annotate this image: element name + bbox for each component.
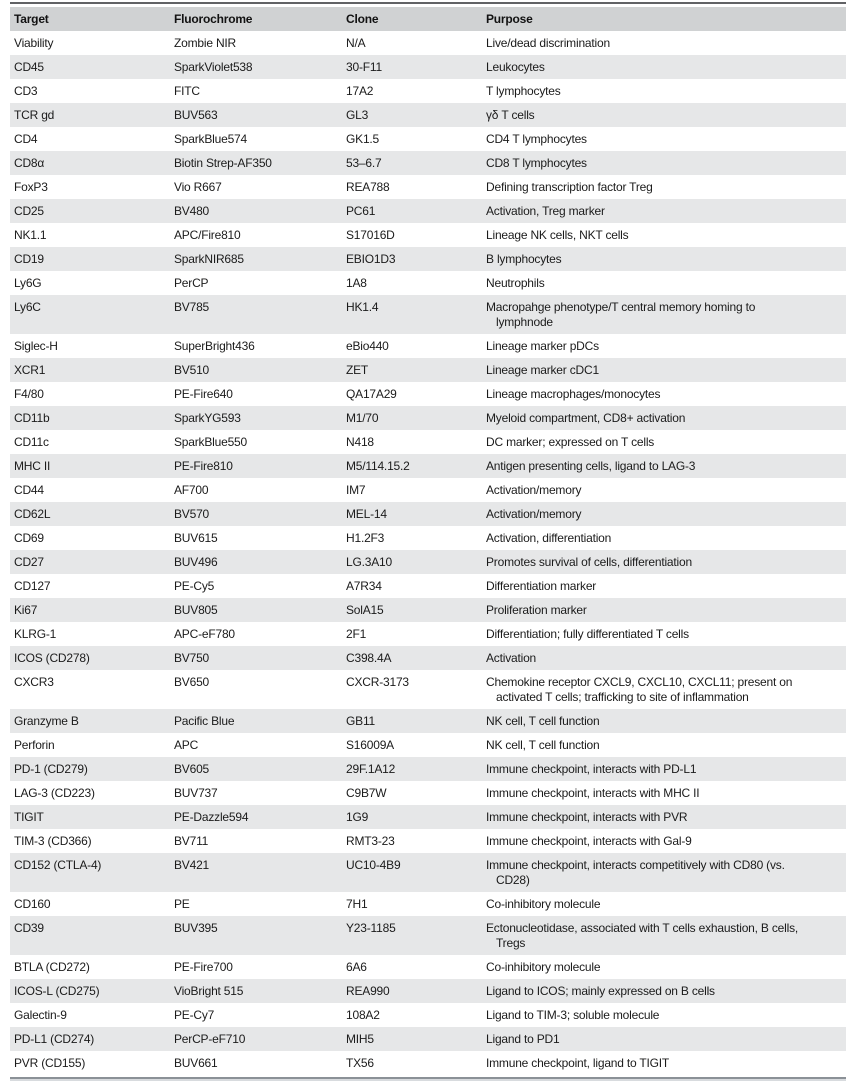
cell-fluorochrome: PE-Cy5 (170, 574, 342, 598)
table-row (10, 406, 846, 430)
cell-target: F4/80 (10, 382, 170, 406)
cell-target: Granzyme B (10, 709, 170, 733)
cell-fluorochrome: BUV563 (170, 103, 342, 127)
cell-target: Galectin-9 (10, 1003, 170, 1027)
cell-clone: S17016D (342, 223, 482, 247)
cell-clone: EBIO1D3 (342, 247, 482, 271)
cell-fluorochrome: BUV737 (170, 781, 342, 805)
cell-target: CD152 (CTLA-4) (10, 853, 170, 892)
cell-target: TIM-3 (CD366) (10, 829, 170, 853)
cell-clone: TX56 (342, 1051, 482, 1075)
table-row (10, 622, 846, 646)
cell-clone: CXCR-3173 (342, 670, 482, 709)
cell-fluorochrome: Pacific Blue (170, 709, 342, 733)
table-row (10, 574, 846, 598)
cell-clone: MEL-14 (342, 502, 482, 526)
cell-fluorochrome: BUV805 (170, 598, 342, 622)
cell-clone: C398.4A (342, 646, 482, 670)
antibody-panel-table (10, 7, 846, 1075)
cell-purpose: Immune checkpoint, interacts with Gal-9 (482, 829, 846, 853)
table-row (10, 916, 846, 955)
cell-fluorochrome: BV510 (170, 358, 342, 382)
table-top-rule (10, 2, 846, 4)
cell-target: Ly6G (10, 271, 170, 295)
cell-clone: ZET (342, 358, 482, 382)
cell-target: CD4 (10, 127, 170, 151)
cell-fluorochrome: Zombie NIR (170, 31, 342, 55)
cell-target: XCR1 (10, 358, 170, 382)
cell-purpose: Immune checkpoint, interacts with PD-L1 (482, 757, 846, 781)
table-row (10, 853, 846, 892)
cell-clone: M5/114.15.2 (342, 454, 482, 478)
table-row (10, 31, 846, 55)
cell-purpose: Macropahge phenotype/T central memory homing to lymphnode (482, 295, 846, 334)
cell-purpose: Proliferation marker (482, 598, 846, 622)
table-row (10, 199, 846, 223)
cell-fluorochrome: AF700 (170, 478, 342, 502)
cell-target: PD-L1 (CD274) (10, 1027, 170, 1051)
cell-target: KLRG-1 (10, 622, 170, 646)
cell-target: CXCR3 (10, 670, 170, 709)
cell-purpose: Defining transcription factor Treg (482, 175, 846, 199)
cell-target: TIGIT (10, 805, 170, 829)
cell-fluorochrome: BUV395 (170, 916, 342, 955)
table-row (10, 430, 846, 454)
cell-target: CD3 (10, 79, 170, 103)
cell-target: CD19 (10, 247, 170, 271)
cell-clone: UC10-4B9 (342, 853, 482, 892)
cell-fluorochrome: PerCP-eF710 (170, 1027, 342, 1051)
header-row (10, 7, 846, 31)
cell-purpose: CD4 T lymphocytes (482, 127, 846, 151)
table-row (10, 79, 846, 103)
cell-clone: 53–6.7 (342, 151, 482, 175)
cell-clone: 108A2 (342, 1003, 482, 1027)
cell-fluorochrome: Biotin Strep-AF350 (170, 151, 342, 175)
cell-target: CD11c (10, 430, 170, 454)
cell-fluorochrome: APC/Fire810 (170, 223, 342, 247)
table-row (10, 955, 846, 979)
cell-purpose: DC marker; expressed on T cells (482, 430, 846, 454)
cell-clone: PC61 (342, 199, 482, 223)
cell-target: PVR (CD155) (10, 1051, 170, 1075)
table-row (10, 175, 846, 199)
table-row (10, 55, 846, 79)
table-row (10, 127, 846, 151)
cell-purpose: Ligand to PD1 (482, 1027, 846, 1051)
cell-purpose: Live/dead discrimination (482, 31, 846, 55)
cell-clone: S16009A (342, 733, 482, 757)
cell-purpose: Chemokine receptor CXCL9, CXCL10, CXCL11; present on activated T cells; trafficking to site of inflammation (482, 670, 846, 709)
cell-fluorochrome: PE-Fire810 (170, 454, 342, 478)
cell-purpose: B lymphocytes (482, 247, 846, 271)
table-row (10, 598, 846, 622)
table-row (10, 550, 846, 574)
cell-target: PD-1 (CD279) (10, 757, 170, 781)
cell-target: CD45 (10, 55, 170, 79)
cell-purpose: Neutrophils (482, 271, 846, 295)
cell-target: CD160 (10, 892, 170, 916)
cell-target: TCR gd (10, 103, 170, 127)
cell-purpose: γδ T cells (482, 103, 846, 127)
cell-target: Ly6C (10, 295, 170, 334)
cell-target: CD127 (10, 574, 170, 598)
cell-purpose: Lineage NK cells, NKT cells (482, 223, 846, 247)
table-row (10, 103, 846, 127)
cell-fluorochrome: PE-Cy7 (170, 1003, 342, 1027)
cell-clone: A7R34 (342, 574, 482, 598)
cell-fluorochrome: BV480 (170, 199, 342, 223)
cell-target: CD39 (10, 916, 170, 955)
cell-clone: 1A8 (342, 271, 482, 295)
cell-fluorochrome: BV750 (170, 646, 342, 670)
cell-clone: C9B7W (342, 781, 482, 805)
cell-clone: REA990 (342, 979, 482, 1003)
cell-fluorochrome: SparkBlue574 (170, 127, 342, 151)
cell-clone: 2F1 (342, 622, 482, 646)
table-row (10, 805, 846, 829)
table-row (10, 709, 846, 733)
cell-clone: N418 (342, 430, 482, 454)
cell-fluorochrome: PE-Fire700 (170, 955, 342, 979)
cell-fluorochrome: SparkNIR685 (170, 247, 342, 271)
cell-purpose: Co-inhibitory molecule (482, 955, 846, 979)
table-row (10, 1051, 846, 1075)
cell-target: CD8α (10, 151, 170, 175)
table-header (10, 7, 846, 31)
table-bottom-rule (10, 1077, 846, 1079)
cell-purpose: Lineage marker cDC1 (482, 358, 846, 382)
cell-target: CD11b (10, 406, 170, 430)
cell-fluorochrome: FITC (170, 79, 342, 103)
cell-clone: HK1.4 (342, 295, 482, 334)
cell-clone: REA788 (342, 175, 482, 199)
cell-fluorochrome: SparkBlue550 (170, 430, 342, 454)
cell-target: ICOS (CD278) (10, 646, 170, 670)
table-row (10, 646, 846, 670)
cell-purpose: Immune checkpoint, interacts with MHC II (482, 781, 846, 805)
cell-fluorochrome: BV605 (170, 757, 342, 781)
table-row (10, 733, 846, 757)
cell-purpose: Activation/memory (482, 478, 846, 502)
table-row (10, 502, 846, 526)
cell-fluorochrome: Vio R667 (170, 175, 342, 199)
cell-target: Ki67 (10, 598, 170, 622)
cell-purpose: NK cell, T cell function (482, 733, 846, 757)
table-row (10, 454, 846, 478)
cell-clone: 29F.1A12 (342, 757, 482, 781)
cell-purpose: Antigen presenting cells, ligand to LAG-3 (482, 454, 846, 478)
cell-target: Perforin (10, 733, 170, 757)
table-row (10, 757, 846, 781)
cell-purpose: Differentiation marker (482, 574, 846, 598)
cell-target: FoxP3 (10, 175, 170, 199)
table-row (10, 223, 846, 247)
cell-clone: MIH5 (342, 1027, 482, 1051)
cell-fluorochrome: BV650 (170, 670, 342, 709)
table-row (10, 334, 846, 358)
table-row (10, 1003, 846, 1027)
cell-clone: SolA15 (342, 598, 482, 622)
cell-purpose: Lineage macrophages/monocytes (482, 382, 846, 406)
cell-clone: H1.2F3 (342, 526, 482, 550)
column-header-purpose: Purpose (482, 7, 846, 31)
cell-clone: LG.3A10 (342, 550, 482, 574)
cell-clone: GB11 (342, 709, 482, 733)
cell-clone: 30-F11 (342, 55, 482, 79)
cell-purpose: NK cell, T cell function (482, 709, 846, 733)
table-row (10, 979, 846, 1003)
table-row (10, 781, 846, 805)
cell-clone: 17A2 (342, 79, 482, 103)
cell-purpose: Activation (482, 646, 846, 670)
table-row (10, 526, 846, 550)
cell-purpose: Immune checkpoint, interacts with PVR (482, 805, 846, 829)
cell-target: CD25 (10, 199, 170, 223)
cell-clone: 7H1 (342, 892, 482, 916)
cell-purpose: Co-inhibitory molecule (482, 892, 846, 916)
cell-fluorochrome: SparkYG593 (170, 406, 342, 430)
cell-purpose: T lymphocytes (482, 79, 846, 103)
column-header-clone: Clone (342, 7, 482, 31)
cell-fluorochrome: BUV496 (170, 550, 342, 574)
cell-fluorochrome: BUV615 (170, 526, 342, 550)
cell-target: ICOS-L (CD275) (10, 979, 170, 1003)
cell-fluorochrome: PE-Fire640 (170, 382, 342, 406)
cell-purpose: Ligand to ICOS; mainly expressed on B cells (482, 979, 846, 1003)
column-header-target: Target (10, 7, 170, 31)
table-row (10, 829, 846, 853)
cell-purpose: Immune checkpoint, ligand to TIGIT (482, 1051, 846, 1075)
cell-target: Viability (10, 31, 170, 55)
cell-clone: N/A (342, 31, 482, 55)
table-row (10, 151, 846, 175)
cell-target: CD62L (10, 502, 170, 526)
cell-clone: IM7 (342, 478, 482, 502)
cell-fluorochrome: APC-eF780 (170, 622, 342, 646)
cell-clone: M1/70 (342, 406, 482, 430)
cell-clone: eBio440 (342, 334, 482, 358)
cell-purpose: Differentiation; fully differentiated T cells (482, 622, 846, 646)
cell-clone: RMT3-23 (342, 829, 482, 853)
cell-clone: QA17A29 (342, 382, 482, 406)
cell-purpose: CD8 T lymphocytes (482, 151, 846, 175)
cell-fluorochrome: BV421 (170, 853, 342, 892)
cell-fluorochrome: BV570 (170, 502, 342, 526)
cell-fluorochrome: PE (170, 892, 342, 916)
table-row (10, 382, 846, 406)
cell-fluorochrome: BV711 (170, 829, 342, 853)
column-header-fluorochrome: Fluorochrome (170, 7, 342, 31)
cell-purpose: Activation, Treg marker (482, 199, 846, 223)
cell-target: CD27 (10, 550, 170, 574)
cell-clone: 6A6 (342, 955, 482, 979)
cell-purpose: Ligand to TIM-3; soluble molecule (482, 1003, 846, 1027)
cell-fluorochrome: PE-Dazzle594 (170, 805, 342, 829)
cell-purpose: Promotes survival of cells, differentiation (482, 550, 846, 574)
cell-clone: 1G9 (342, 805, 482, 829)
cell-fluorochrome: APC (170, 733, 342, 757)
cell-clone: Y23-1185 (342, 916, 482, 955)
cell-fluorochrome: SparkViolet538 (170, 55, 342, 79)
cell-purpose: Ectonucleotidase, associated with T cells exhaustion, B cells, Tregs (482, 916, 846, 955)
table-row (10, 247, 846, 271)
cell-fluorochrome: BV785 (170, 295, 342, 334)
cell-fluorochrome: BUV661 (170, 1051, 342, 1075)
table-row (10, 892, 846, 916)
cell-clone: GL3 (342, 103, 482, 127)
table-row (10, 271, 846, 295)
cell-target: MHC II (10, 454, 170, 478)
cell-purpose: Immune checkpoint, interacts competitively with CD80 (vs. CD28) (482, 853, 846, 892)
cell-purpose: Lineage marker pDCs (482, 334, 846, 358)
cell-fluorochrome: PerCP (170, 271, 342, 295)
table-row (10, 295, 846, 334)
cell-purpose: Myeloid compartment, CD8+ activation (482, 406, 846, 430)
table-row (10, 478, 846, 502)
cell-target: CD69 (10, 526, 170, 550)
table-row (10, 670, 846, 709)
cell-target: NK1.1 (10, 223, 170, 247)
cell-purpose: Activation, differentiation (482, 526, 846, 550)
cell-target: LAG-3 (CD223) (10, 781, 170, 805)
table-row (10, 358, 846, 382)
cell-purpose: Leukocytes (482, 55, 846, 79)
table-row (10, 1027, 846, 1051)
cell-target: CD44 (10, 478, 170, 502)
cell-fluorochrome: VioBright 515 (170, 979, 342, 1003)
cell-clone: GK1.5 (342, 127, 482, 151)
cell-target: BTLA (CD272) (10, 955, 170, 979)
cell-purpose: Activation/memory (482, 502, 846, 526)
cell-fluorochrome: SuperBright436 (170, 334, 342, 358)
cell-target: Siglec-H (10, 334, 170, 358)
table-body (10, 31, 846, 1075)
